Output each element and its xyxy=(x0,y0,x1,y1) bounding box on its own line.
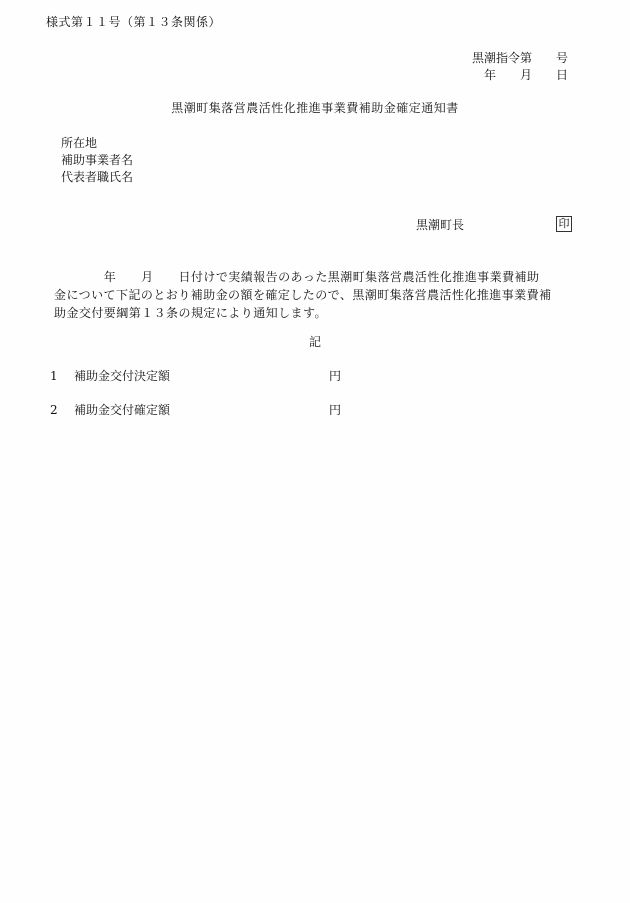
business-name-label: 補助事業者名 xyxy=(61,153,134,167)
document-date: 年 月 日 xyxy=(483,68,568,82)
item-unit: 円 xyxy=(329,403,342,417)
document-number: 黒潮指令第 号 xyxy=(471,51,568,65)
ki-heading: 記 xyxy=(308,335,321,349)
seal-mark: 印 xyxy=(556,216,572,232)
body-line: 年 月 日付けで実績報告のあった黒潮町集落営農活性化推進事業費補助 xyxy=(54,270,540,284)
body-text xyxy=(54,268,580,322)
item-row-confirmed-amount xyxy=(50,404,341,416)
document-title: 黒潮町集落営農活性化推進事業費補助金確定通知書 xyxy=(171,101,459,115)
recipient-block xyxy=(61,137,133,188)
representative-label: 代表者職氏名 xyxy=(61,170,134,184)
item-row-decision-amount xyxy=(50,370,341,382)
sender-block xyxy=(416,219,464,231)
item-number: 1 xyxy=(50,369,58,383)
item-label: 補助金交付確定額 xyxy=(74,403,171,417)
form-number: 様式第１１号（第１３条関係） xyxy=(46,15,222,29)
body-line: 助金交付要綱第１３条の規定により通知します。 xyxy=(54,306,327,320)
item-label: 補助金交付決定額 xyxy=(74,369,171,383)
body-line: 金について下記のとおり補助金の額を確定したので、黒潮町集落営農活性化推進事業費補 xyxy=(54,288,552,302)
address-label: 所在地 xyxy=(61,136,98,150)
item-number: 2 xyxy=(50,403,58,417)
mayor-title: 黒潮町長 xyxy=(416,218,465,232)
item-unit: 円 xyxy=(329,369,342,383)
